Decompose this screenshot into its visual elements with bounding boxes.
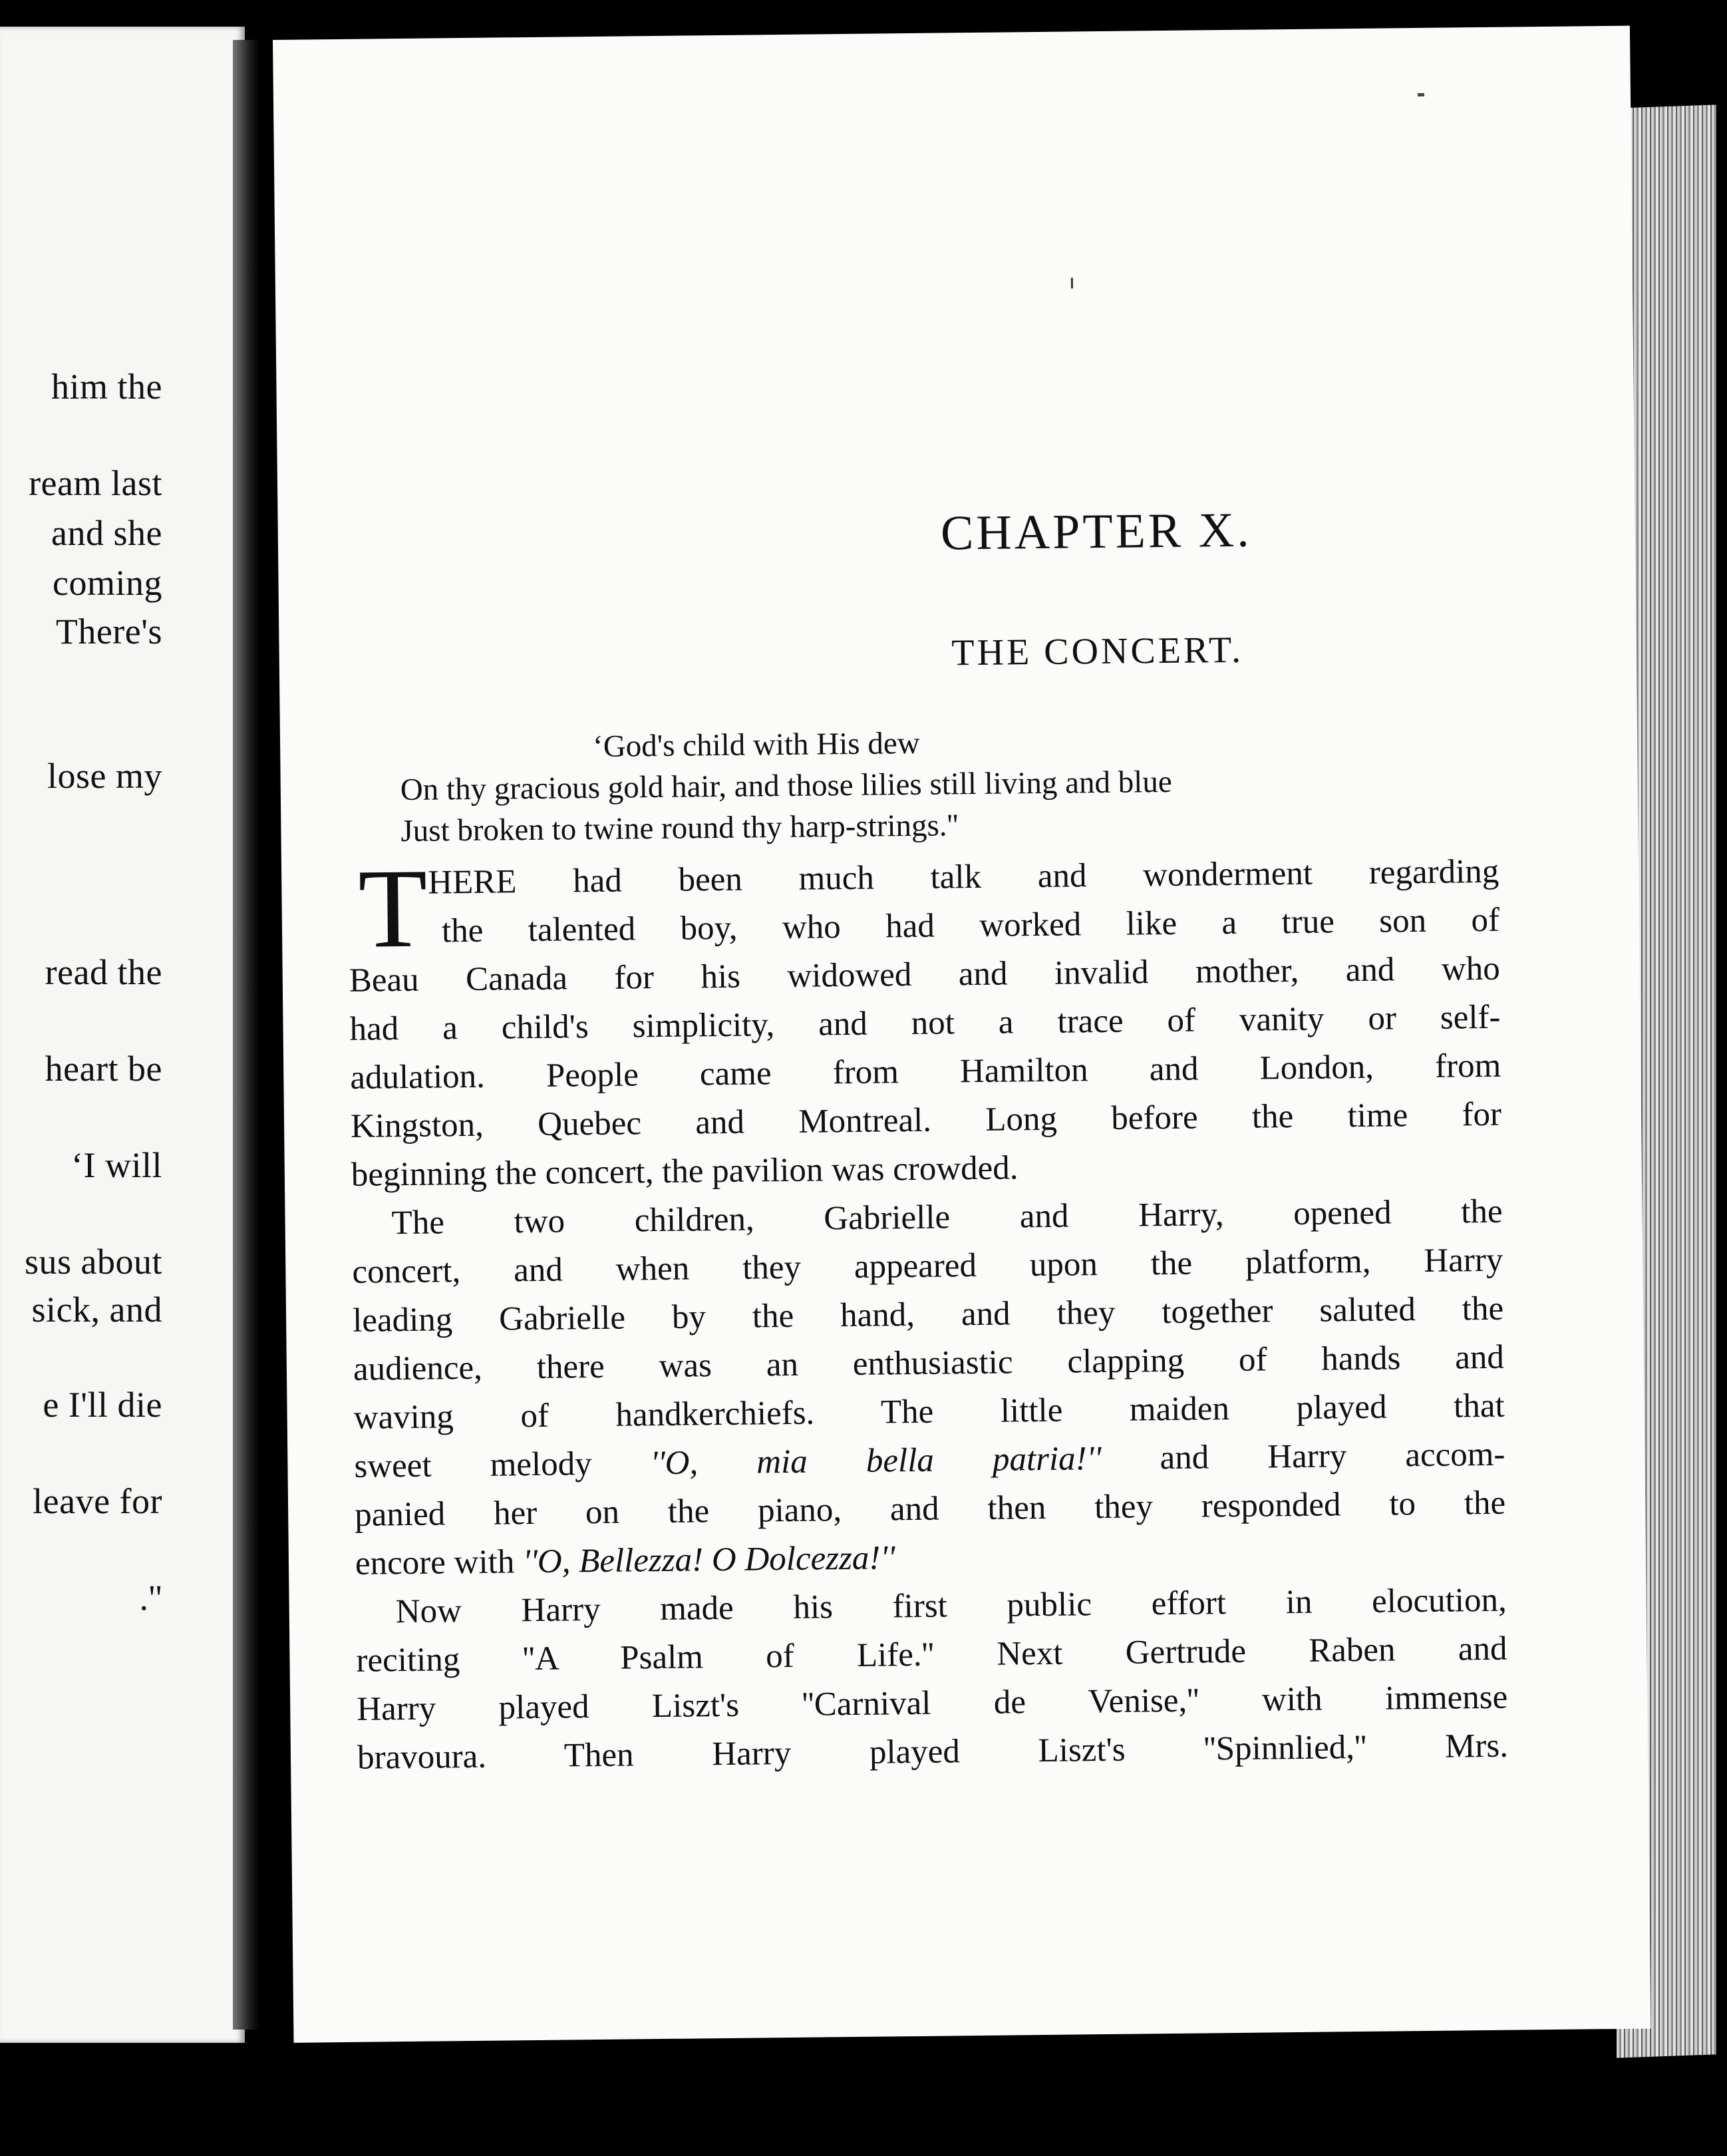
left-page-line: e I'll die [43, 1385, 162, 1425]
text-line: panied her on the piano, and then they responded to the [354, 1484, 1506, 1534]
drop-cap: T [357, 845, 428, 972]
left-page-line: ‘I will [71, 1145, 162, 1185]
text-line: The two children, Gabrielle and Harry, opened the [391, 1192, 1503, 1242]
left-page-line: sus about [25, 1242, 162, 1282]
text-line: Now Harry made his first public effort in elocution, [395, 1581, 1507, 1631]
text-line: concert, and when they appeared upon the platform, Harry [352, 1241, 1503, 1291]
text-fragment: and Harry accom- [1101, 1435, 1505, 1478]
text-line: beginning the concert, the pavilion was crowded. [351, 1149, 1019, 1194]
text-line: leading Gabrielle by the hand, and they together saluted the [352, 1290, 1504, 1340]
left-page [0, 27, 245, 2043]
text-line [355, 1536, 1088, 1583]
left-page-line: There's [55, 612, 162, 651]
text-line: HERE had been much talk and wonderment regarding [427, 852, 1499, 902]
left-page-line: him the [51, 367, 162, 407]
text-fragment: encore with [355, 1543, 524, 1582]
song-title: ''O, mia bella patria!'' [650, 1440, 1102, 1483]
epigraph-line: On thy gracious gold hair, and those lilies still living and blue [400, 764, 1172, 808]
text-line: Harry played Liszt's ''Carnival de Venise,'' with immense [356, 1678, 1508, 1728]
left-page-line: lose my [47, 756, 162, 796]
epigraph-line: Just broken to twine round thy harp-strings.'' [400, 808, 959, 849]
scan-speck [1071, 277, 1073, 288]
left-page-line: .'' [139, 1578, 162, 1618]
left-page-line: ream last [29, 463, 162, 503]
book-gutter [233, 40, 259, 2030]
left-page-line: read the [45, 952, 162, 992]
left-page-line: leave for [33, 1481, 162, 1521]
text-line: Kingston, Quebec and Montreal. Long before the time for [350, 1095, 1502, 1145]
epigraph [280, 718, 1637, 849]
text-line: had a child's simplicity, and not a trace of vanity or self- [349, 998, 1501, 1048]
scan-speck [1418, 93, 1424, 96]
left-page-line: heart be [45, 1049, 162, 1089]
text-line: adulation. People came from Hamilton and London, from [350, 1047, 1501, 1097]
left-page-line: coming [53, 563, 162, 603]
left-page-line: and she [51, 513, 162, 553]
right-page [273, 26, 1650, 2043]
left-page-line: sick, and [31, 1290, 162, 1330]
text-line: reciting ''A Psalm of Life.'' Next Gertrude Raben and [356, 1630, 1507, 1680]
text-line: waving of handkerchiefs. The little maiden played that [353, 1387, 1505, 1437]
text-line [354, 1435, 1505, 1486]
song-title: ''O, Bellezza! O Dolcezza!'' [522, 1539, 895, 1581]
text-line: Beau Canada for his widowed and invalid mother, and who [349, 950, 1501, 999]
text-line: audience, there was an enthusiastic clapping of hands and [353, 1338, 1505, 1388]
text-fragment: sweet melody [354, 1445, 651, 1485]
chapter-heading: CHAPTER X. [940, 502, 1253, 561]
epigraph-line: ‘God's child with His dew [592, 725, 920, 765]
chapter-subtitle: THE CONCERT. [951, 629, 1244, 674]
text-line: bravoura. Then Harry played Liszt's ''Spinnlied,'' Mrs. [357, 1727, 1509, 1777]
text-line: the talented boy, who had worked like a true son of [441, 901, 1500, 950]
